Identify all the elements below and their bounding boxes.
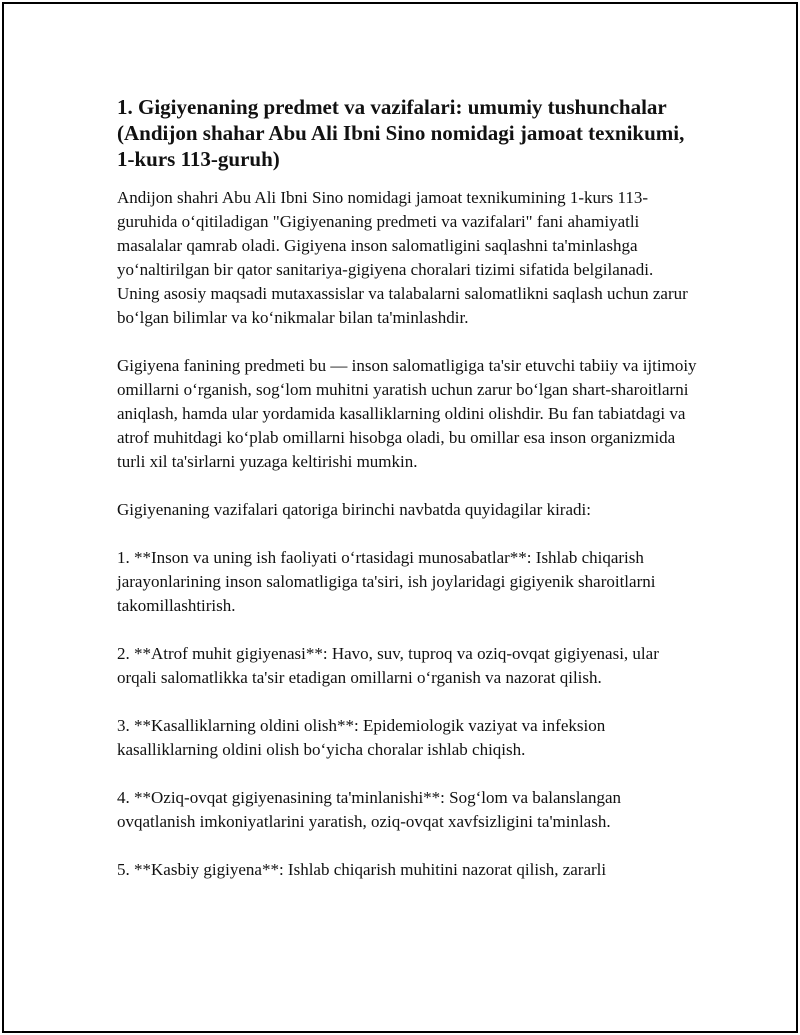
paragraph-subject: Gigiyena fanining predmeti bu — inson salomatligiga ta'sir etuvchi tabiiy va ijtimoiy omillarni o‘rganish, sog‘lom muhitni yaratish uchun zarur bo‘lgan shart-sharoitlarni aniqlash, hamda ular yordamida kasalliklarning oldini olishdir. Bu fan tabiatdagi va atrof muhitdagi ko‘plab omillarni hisobga oladi, bu omillar esa inson organizmida turli xil ta'sirlarni yuzaga keltirishi mumkin. — [117, 356, 697, 471]
list-item: 1. **Inson va uning ish faoliyati o‘rtasidagi munosabatlar**: Ishlab chiqarish jarayonlarining inson salomatligiga ta'siri, ish joylaridagi gigiyenik sharoitlarni takomillashtirish. — [117, 548, 656, 615]
list-item: 5. **Kasbiy gigiyena**: Ishlab chiqarish muhitini nazorat qilish, zararli — [117, 860, 607, 879]
document-title: 1. Gigiyenaning predmet va vazifalari: umumiy tushunchalar (Andijon shahar Abu Ali Ibni Sino nomidagi jamoat texnikumi, 1-kurs 113-guruh) — [117, 95, 685, 171]
list-item: 3. **Kasalliklarning oldini olish**: Epidemiologik vaziyat va infeksion kasalliklarning oldini olish bo‘yicha choralar ishlab chiqish. — [117, 716, 606, 759]
paragraph-intro: Andijon shahri Abu Ali Ibni Sino nomidagi jamoat texnikumining 1-kurs 113-guruhida o‘qitiladigan "Gigiyenaning predmeti va vazifalari" fani ahamiyatli masalalar qamrab oladi. Gigiyena inson salomatligini saqlashni ta'minlashga yo‘naltirilgan bir qator sanitariya-gigiyena choralari tizimi sifatida belgilanadi. Uning asosiy maqsadi mutaxassislar va talabalarni salomatlikni saqlash uchun zarur bo‘lgan bilimlar va ko‘nikmalar bilan ta'minlashdir. — [117, 188, 688, 327]
list-item: 2. **Atrof muhit gigiyenasi**: Havo, suv, tuproq va oziq-ovqat gigiyenasi, ular orqali salomatlikka ta'sir etadigan omillarni o‘rganish va nazorat qilish. — [117, 644, 659, 687]
paragraph-tasks-lead: Gigiyenaning vazifalari qatoriga birinchi navbatda quyidagilar kiradi: — [117, 500, 591, 519]
list-item: 4. **Oziq-ovqat gigiyenasining ta'minlanishi**: Sog‘lom va balanslangan ovqatlanish imkoniyatlarini yaratish, oziq-ovqat xavfsizligini ta'minlash. — [117, 788, 622, 831]
document-body — [117, 94, 697, 906]
